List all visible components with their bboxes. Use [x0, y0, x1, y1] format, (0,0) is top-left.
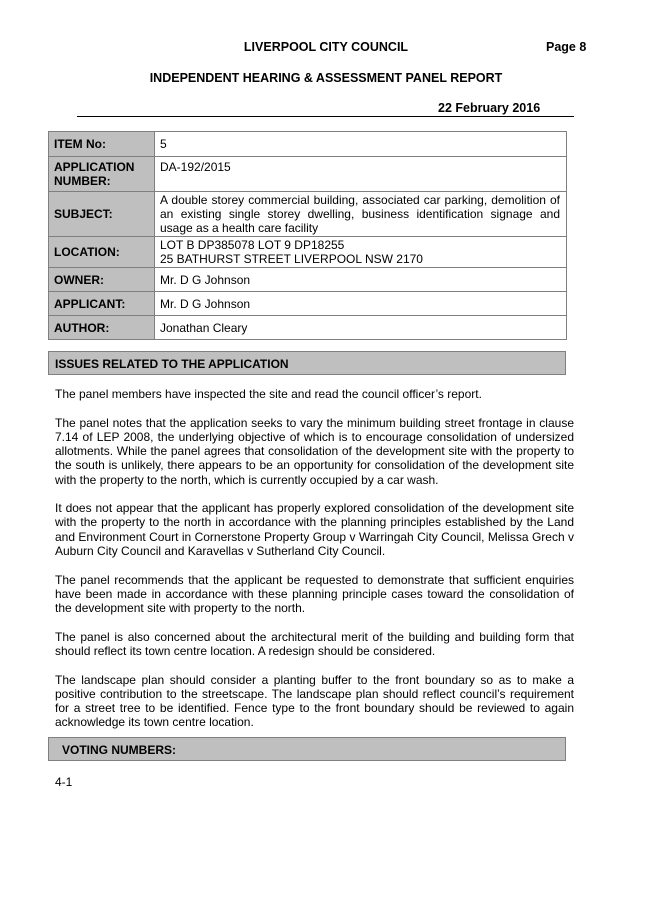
table-row [49, 316, 567, 340]
location-value [155, 237, 567, 268]
applicant-label: APPLICANT: [49, 292, 155, 316]
item-no-label: ITEM No: [49, 132, 155, 157]
location-label: LOCATION: [49, 237, 155, 268]
issues-paragraph: The panel notes that the application seeks to vary the minimum building street frontage in clause 7.14 of LEP 2008, the underlying objective of which is to encourage consolidation of undersized allotments. While the panel agrees that consolidation of the development site with the property to the south is unlikely, there appears to be an opportunity for consolidation of the development site with the property to the north, which is currently occupied by a car wash. [55, 415, 574, 487]
applicant-value: Mr. D G Johnson [155, 292, 567, 316]
issues-paragraph: The landscape plan should consider a planting buffer to the front boundary so as to make a positive contribution to the streetscape. The landscape plan should reflect council’s requirement for a street tree to be identified. Fence type to the front boundary should be reviewed to again acknowledge its town centre location. [55, 672, 574, 730]
council-name: LIVERPOOL CITY COUNCIL [243, 40, 409, 54]
issues-heading: ISSUES RELATED TO THE APPLICATION [48, 351, 566, 375]
table-row [49, 237, 567, 268]
owner-label: OWNER: [49, 268, 155, 292]
table-row [49, 268, 567, 292]
issues-body [55, 387, 574, 744]
issues-paragraph: The panel is also concerned about the architectural merit of the building and building form that should reflect its town centre location. A redesign should be considered. [55, 629, 574, 658]
author-value: Jonathan Cleary [155, 316, 567, 340]
report-date: 22 February 2016 [438, 101, 541, 115]
subject-value: A double storey commercial building, associated car parking, demolition of an existing single storey dwelling, business identification signage and usage as a health care facility [155, 192, 567, 237]
issues-paragraph: The panel recommends that the applicant be requested to demonstrate that sufficient enquiries have been made in accordance with these planning principle cases toward the consolidation of the development site with property to the north. [55, 572, 574, 615]
application-number-value: DA-192/2015 [155, 157, 567, 192]
table-row [49, 192, 567, 237]
table-row [49, 292, 567, 316]
issues-paragraph: It does not appear that the applicant has properly explored consolidation of the development site with the property to the north in accordance with the planning principles established by the Land and Environment Court in Cornerstone Property Group v Warringah City Council, Melissa Grech v Auburn City Council and Karavellas v Sutherland City Council. [55, 501, 574, 558]
application-details-table [48, 131, 567, 340]
location-lot: LOT B DP385078 LOT 9 DP18255 [160, 238, 345, 252]
author-label: AUTHOR: [49, 316, 155, 340]
application-number-label: APPLICATION NUMBER: [49, 157, 155, 192]
page-number: Page 8 [546, 40, 587, 54]
table-row [49, 132, 567, 157]
issues-paragraph: The panel members have inspected the site and read the council officer’s report. [55, 387, 482, 401]
location-address: 25 BATHURST STREET LIVERPOOL NSW 2170 [160, 252, 423, 266]
owner-value: Mr. D G Johnson [155, 268, 567, 292]
table-row [49, 157, 567, 192]
subject-label: SUBJECT: [49, 192, 155, 237]
voting-result: 4-1 [55, 775, 73, 789]
item-no-value: 5 [155, 132, 567, 157]
report-title: INDEPENDENT HEARING & ASSESSMENT PANEL REPORT [149, 71, 503, 85]
voting-heading: VOTING NUMBERS: [48, 737, 566, 761]
header-rule [77, 116, 574, 117]
